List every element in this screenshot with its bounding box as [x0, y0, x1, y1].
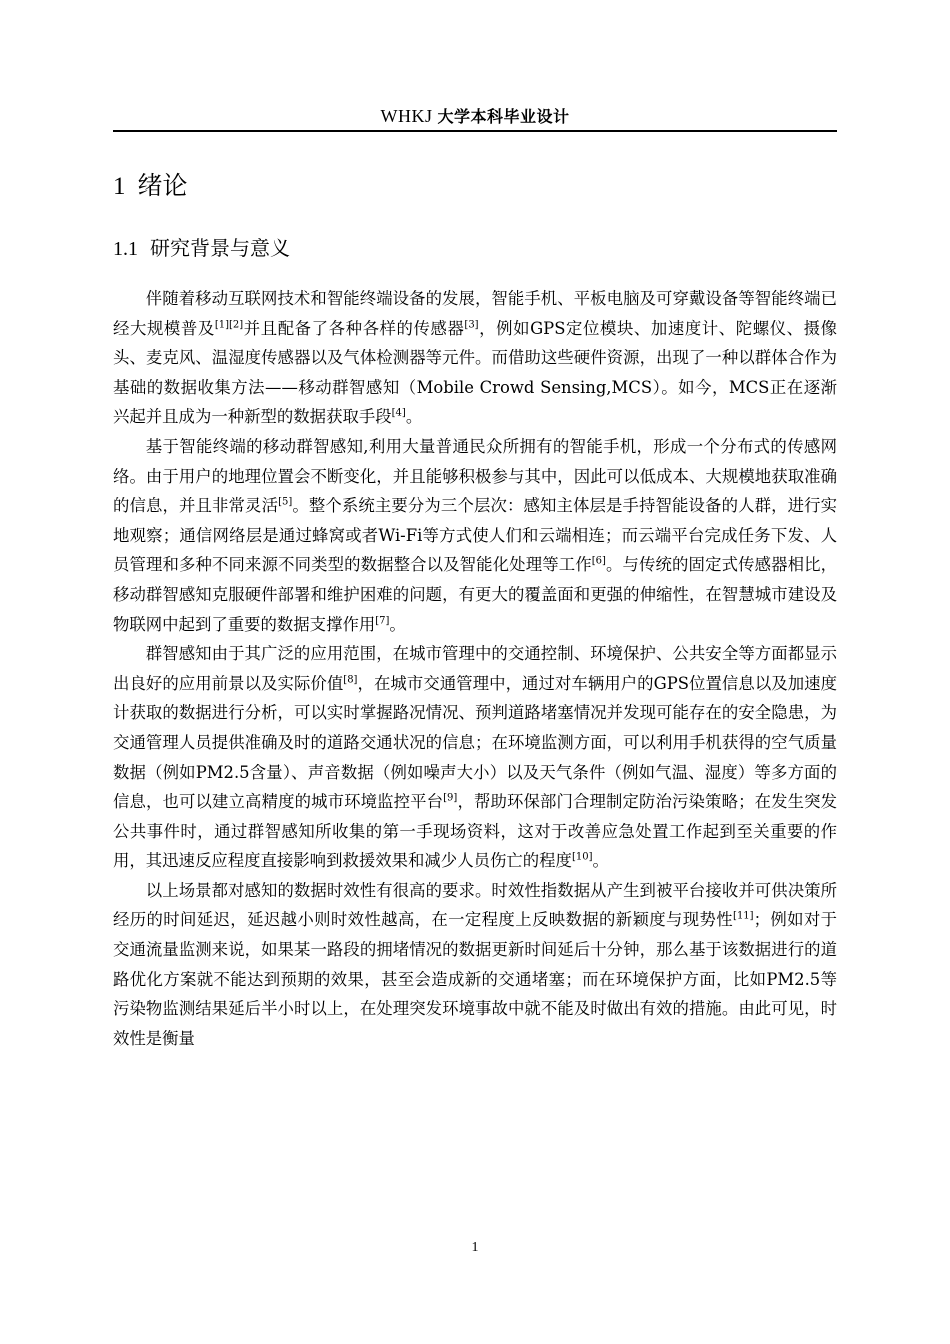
paragraph-2: [113, 432, 837, 639]
citation: [3]: [464, 319, 479, 331]
text-segment: 伴随着移动互联网技术和智能终端设备的发展，智能手机、平板电脑及可穿戴设备等智能终端已经大规模普及: [113, 289, 837, 338]
text-segment: 并且配备了各种各样的传感器: [243, 318, 465, 338]
text-segment: ，帮助环保部门合理制定防治污染策略；在发生突发公共事件时，通过群智感知所收集的第一手现场资料，这对于改善应急处置工作起到至关重要的作用，其迅速反应程度直接影响到救援效果和减少人员伤亡的程度: [113, 792, 838, 871]
citation: [7]: [375, 615, 390, 627]
text-segment: 。: [592, 851, 609, 871]
chapter-heading: [113, 166, 188, 206]
paragraph-4: [113, 876, 837, 1054]
chapter-number: 1: [113, 173, 126, 200]
paragraph-3: [113, 639, 837, 876]
citation: [9]: [443, 792, 458, 804]
text-segment: 。整个系统主要分为三个层次：感知主体层是手持智能设备的人群，进行实地观察；通信网络层是通过蜂窝或者Wi-Fi等方式使人们和云端相连；而云端平台完成任务下发、人员管理和多种不同来源不同类型的数据整合以及智能化处理等工作: [113, 496, 837, 575]
running-header: [113, 103, 837, 129]
citation: [8]: [343, 674, 358, 686]
text-segment: 基于智能终端的移动群智感知,利用大量普通民众所拥有的智能手机，形成一个分布式的传感网络。由于用户的地理位置会不断变化，并且能够积极参与其中，因此可以低成本、大规模地获取准确的信息，并且非常灵活: [113, 436, 837, 516]
citation: [1][2]: [214, 319, 244, 331]
text-segment: 群智感知由于其广泛的应用范围，在城市管理中的交通控制、环境保护、公共安全等方面都显示出良好的应用前景以及实际价值: [113, 644, 837, 693]
chapter-title: 绪论: [137, 171, 188, 200]
citation: [4]: [391, 407, 406, 419]
text-segment: 以上场景都对感知的数据时效性有很高的要求。时效性指数据从产生到被平台接收并可供决策所经历的时间延迟，延迟越小则时效性越高，在一定程度上反映数据的新颖度与现势性: [113, 880, 837, 930]
section-title: 研究背景与意义: [150, 236, 290, 260]
text-segment: 。: [405, 407, 423, 427]
text-segment: ；例如对于交通流量监测来说，如果某一路段的拥堵情况的数据更新时间延后十分钟，那么基于该数据进行的道路优化方案就不能达到预期的效果，甚至会造成新的交通堵塞；而在环境保护方面，比如PM2.5等污染物监测结果延后半小时以上，在处理突发环境事故中就不能及时做出有效的措施。由此可见，时效性是衡量: [113, 910, 838, 1048]
header-document-type: 大学本科毕业设计: [437, 107, 570, 126]
citation: [10]: [571, 851, 593, 863]
citation: [5]: [278, 496, 293, 508]
header-rule: [113, 130, 837, 132]
paragraph-1: [113, 284, 837, 432]
text-segment: ，在城市交通管理中，通过对车辆用户的GPS位置信息以及加速度计获取的数据进行分析，可以实时掌握路况情况、预判道路堵塞情况并发现可能存在的安全隐患，为交通管理人员提供准确及时的道路交通状况的信息；在环境监测方面，可以利用手机获得的空气质量数据（例如PM2.5含量）、声音数据（例如噪声大小）以及天气条件（例如气温、湿度）等多方面的信息，也可以建立高精度的城市环境监控平台: [113, 673, 837, 812]
text-segment: 。: [389, 614, 406, 634]
text-segment: 。与传统的固定式传感器相比，移动群智感知克服硬件部署和维护困难的问题，有更大的覆盖面和更强的伸缩性，在智慧城市建设及物联网中起到了重要的数据支撑作用: [113, 555, 838, 634]
section-heading: [113, 232, 290, 264]
section-number: 1.1: [113, 238, 138, 260]
text-segment: ，例如GPS定位模块、加速度计、陀螺仪、摄像头、麦克风、温湿度传感器以及气体检测器等元件。而借助这些硬件资源，出现了一种以群体合作为基础的数据收集方法——移动群智感知（Mobile Crowd Sensing,MCS）。如今，MCS正在逐渐兴起并且成为一种新型的数据获取手段: [113, 318, 838, 427]
body-text: [113, 284, 837, 1053]
header-institution-code: WHKJ: [380, 106, 438, 126]
page-number: 1: [471, 1240, 479, 1255]
citation: [11]: [733, 911, 754, 922]
citation: [6]: [591, 555, 606, 567]
